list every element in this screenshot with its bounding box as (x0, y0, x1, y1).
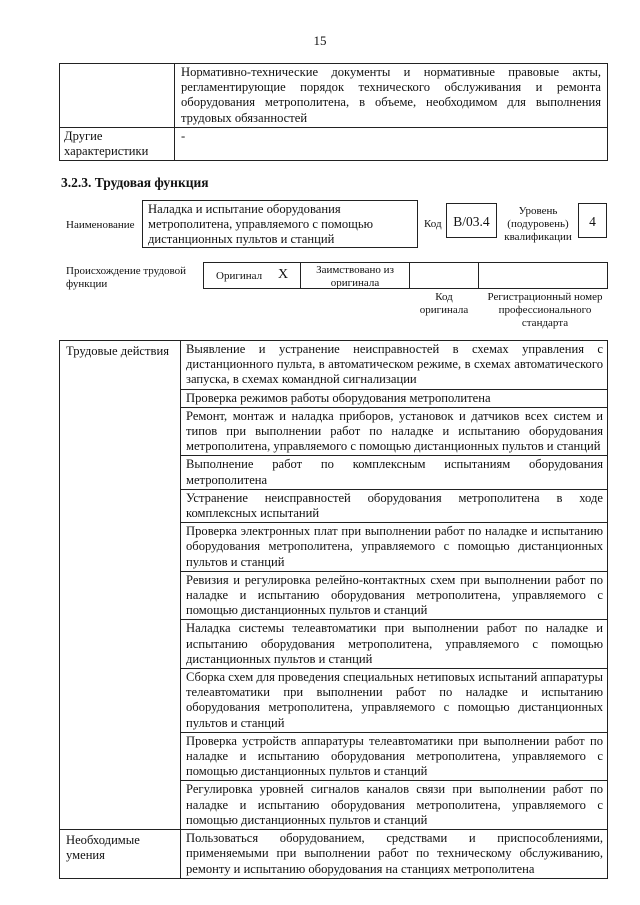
level-label: Уровень (подуровень) квалификации (504, 205, 572, 243)
name-label: Наименование (66, 219, 135, 231)
original-cell (203, 262, 301, 289)
skills-label: Необходимые умения (60, 830, 181, 879)
reg-number-cell (478, 262, 608, 289)
code-label: Код (424, 218, 442, 230)
action-item: Наладка системы телеавтоматики при выполнении работ по наладке и испытанию оборудования метрополитена, управляемого с помощью дистанционных пультов и станций (181, 620, 608, 669)
function-name-box: Наладка и испытание оборудования метрополитена, управляемого с помощью дистанционных пультов и станций (142, 200, 418, 248)
origin-label: Происхождение трудовой функции (66, 265, 187, 290)
borrowed-label: Заимствовано из оригинала (316, 264, 394, 289)
borrowed-cell (300, 262, 410, 289)
page-number: 15 (313, 33, 327, 48)
top-table (59, 63, 608, 161)
other-characteristics-label: Другие характеристики (60, 128, 175, 161)
level-value-box: 4 (578, 203, 607, 238)
action-item: Проверка электронных плат при выполнении работ по наладке и испытанию оборудования метрополитена, управляемого с помощью дистанционных пультов и станций (181, 523, 608, 572)
action-item: Ремонт, монтаж и наладка приборов, установок и датчиков всех систем и типов при выполнении работ по наладке и испытанию оборудования метрополитена, управляемого с помощью дистанционных пультов и станций (181, 407, 608, 456)
action-item: Регулировка уровней сигналов каналов связи при выполнении работ по наладке и испытанию оборудования метрополитена, управляемого с помощью дистанционных пультов и станций (181, 781, 608, 830)
other-characteristics-value: - (175, 128, 608, 161)
code-value-box: B/03.4 (446, 203, 497, 238)
original-label: Оригинал (216, 270, 263, 282)
regulatory-docs-text: Нормативно-технические документы и нормативные правовые акты, регламентирующие порядок технического обслуживания и ремонта оборудования метрополитена, в объеме, необходимом для выполнения трудовых обязанностей (175, 64, 608, 128)
section-heading: 3.2.3. Трудовая функция (61, 175, 209, 190)
action-item: Устранение неисправностей оборудования метрополитена в ходе комплексных испытаний (181, 489, 608, 522)
actions-label: Трудовые действия (60, 341, 181, 830)
action-item: Проверка устройств аппаратуры телеавтоматики при выполнении работ по наладке и испытанию оборудования метрополитена, управляемого с помощью дистанционных пультов и станций (181, 732, 608, 781)
action-item: Ревизия и регулировка релейно-контактных схем при выполнении работ по наладке и испытанию оборудования метрополитена, управляемого с помощью дистанционных пультов и станций (181, 571, 608, 620)
code-original-cell (409, 262, 479, 289)
original-mark: X (278, 267, 289, 282)
action-item: Сборка схем для проведения специальных нетиповых испытаний аппаратуры телеавтоматики при выполнении работ по наладке и испытанию оборудования метрополитена, управляемого с помощью дистанционных пультов и станций (181, 669, 608, 733)
action-item: Выполнение работ по комплексным испытаниям оборудования метрополитена (181, 456, 608, 489)
skill-item: Пользоваться оборудованием, средствами и приспособлениями, применяемыми при выполнении работ по техническому обслуживанию, ремонту и испытанию оборудования на станциях метрополитена (181, 830, 608, 879)
actions-table (59, 340, 608, 879)
code-original-caption: Код оригинала (419, 291, 469, 316)
reg-number-caption: Регистрационный номер профессионального стандарта (487, 291, 603, 329)
action-item: Проверка режимов работы оборудования метрополитена (181, 389, 608, 407)
action-item: Выявление и устранение неисправностей в схемах управления с дистанционного пульта, в автоматическом режиме, в схемах автоматического запуска, в схемах командной сигнализации (181, 341, 608, 390)
